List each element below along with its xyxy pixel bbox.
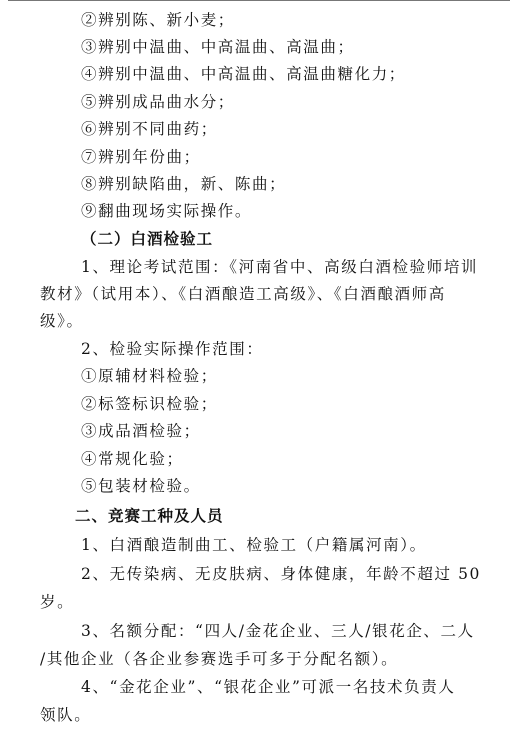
text-line: ④常规化验； <box>81 450 184 468</box>
paragraph-line: 3、名额分配：“四人/金花企业、三人/银花企、二人 <box>81 622 475 640</box>
paragraph-line: 岁。 <box>40 593 75 611</box>
text-line: ③成品酒检验； <box>81 422 201 440</box>
paragraph-line: 4、“金花企业”、“银花企业”可派一名技术负责人 <box>81 678 456 696</box>
paragraph-line: 领队。 <box>40 706 92 724</box>
section-heading: 二、竞赛工种及人员 <box>75 507 224 525</box>
text-line: ③辨别中温曲、中高温曲、高温曲； <box>81 38 355 56</box>
text-line: 2、检验实际操作范围： <box>81 340 264 358</box>
text-line: ⑥辨别不同曲药； <box>81 120 218 138</box>
paragraph-line: 教材》（试用本）、《白酒酿造工高级》、《白酒酿酒师高 <box>40 285 446 303</box>
text-line: ①原辅材料检验； <box>81 367 218 385</box>
text-line: ⑧辨别缺陷曲，新、陈曲； <box>81 175 287 193</box>
paragraph-line: 1、理论考试范围：《河南省中、高级白酒检验师培训 <box>81 258 479 276</box>
text-line: ②辨别陈、新小麦； <box>81 11 235 29</box>
page-top-border <box>8 0 510 3</box>
paragraph-line: 1、白酒酿造制曲工、检验工（户籍属河南）。 <box>81 536 427 554</box>
text-line: ⑤辨别成品曲水分； <box>81 93 235 111</box>
text-line: ⑦辨别年份曲； <box>81 148 201 166</box>
paragraph-line: /其他企业（各企业参赛选手可多于分配名额）。 <box>40 650 399 668</box>
text-line: ⑨翻曲现场实际操作。 <box>81 202 253 220</box>
text-line: ⑤包装材检验。 <box>81 477 201 495</box>
text-line: ④辨别中温曲、中高温曲、高温曲糖化力； <box>81 65 406 83</box>
paragraph-line: 级》。 <box>40 312 84 330</box>
text-line: ②标签标识检验； <box>81 395 218 413</box>
paragraph-line: 2、无传染病、无皮肤病、身体健康，年龄不超过 50 <box>81 565 482 583</box>
section-heading: （二）白酒检验工 <box>81 230 214 248</box>
